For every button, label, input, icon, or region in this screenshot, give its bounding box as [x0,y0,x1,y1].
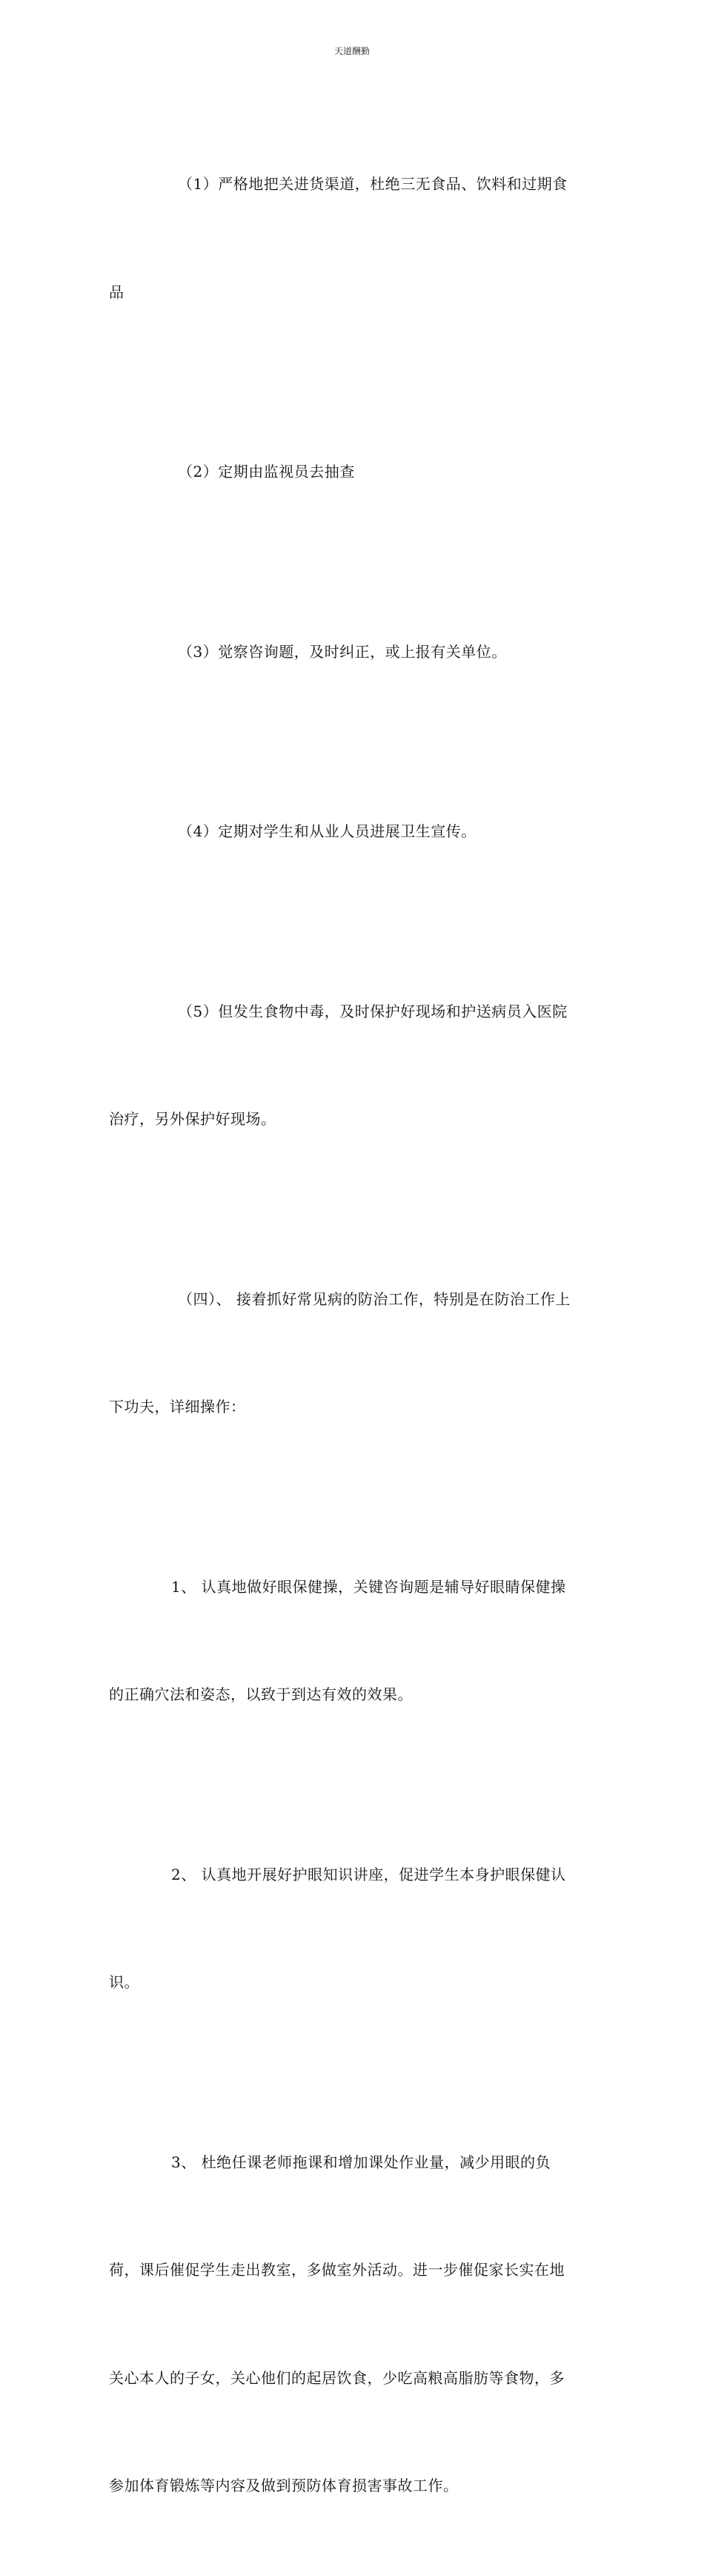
paragraph-4 [109,742,598,922]
paragraph-line: （1）严格地把关进货渠道，杜绝三无食品、饮料和过期食 [178,175,568,193]
paragraph-line: （3）觉察咨询题，及时纠正，或上报有关单位。 [178,642,507,661]
paragraph-line: 参加体育锻炼等内容及做到预防体育损害事故工作。 [109,2477,459,2494]
section-heading-4 [109,1209,598,1497]
paragraph-3 [109,562,598,742]
document-body [109,94,598,2576]
paragraph-line: 关心本人的子女，关心他们的起居饮食，少吃高粮高脂肪等食物，多 [109,2368,565,2387]
paragraph-1 [109,94,598,382]
paragraph-2 [109,382,598,562]
paragraph-line: 治疗，另外保护好现场。 [109,1110,276,1128]
page-header: 天道酬勤 [333,46,370,56]
paragraph-5 [109,922,598,1209]
list-item-3 [109,2073,598,2576]
paragraph-line: 识。 [109,1973,139,1991]
paragraph-line: （四）、 接着抓好常见病的防治工作，特别是在防治工作上 [178,1289,571,1308]
paragraph-line: 下功夫，详细操作： [109,1398,246,1416]
paragraph-line: 荷，课后催促学生走出教室，多做室外活动。进一步催促家长实在地 [109,2261,565,2279]
paragraph-line: 1、 认真地做好眼保健操，关键咨询题是辅导好眼睛保健操 [171,1577,566,1596]
paragraph-line: 的正确穴法和姿态，以致于到达有效的效果。 [109,1685,413,1703]
list-item-1 [109,1497,598,1785]
paragraph-line: （4）定期对学生和从业人员进展卫生宣传。 [178,822,476,840]
paragraph-line: 2、 认真地开展好护眼知识讲座，促进学生本身护眼保健认 [171,1865,566,1883]
paragraph-line: 3、 杜绝任课老师拖课和增加课处作业量，减少用眼的负 [171,2153,551,2171]
paragraph-line: 品 [109,283,124,301]
paragraph-line: （5）但发生食物中毒，及时保护好现场和护送病员入医院 [178,1002,568,1020]
paragraph-line: （2）定期由监视员去抽查 [178,463,355,480]
list-item-2 [109,1785,598,2073]
